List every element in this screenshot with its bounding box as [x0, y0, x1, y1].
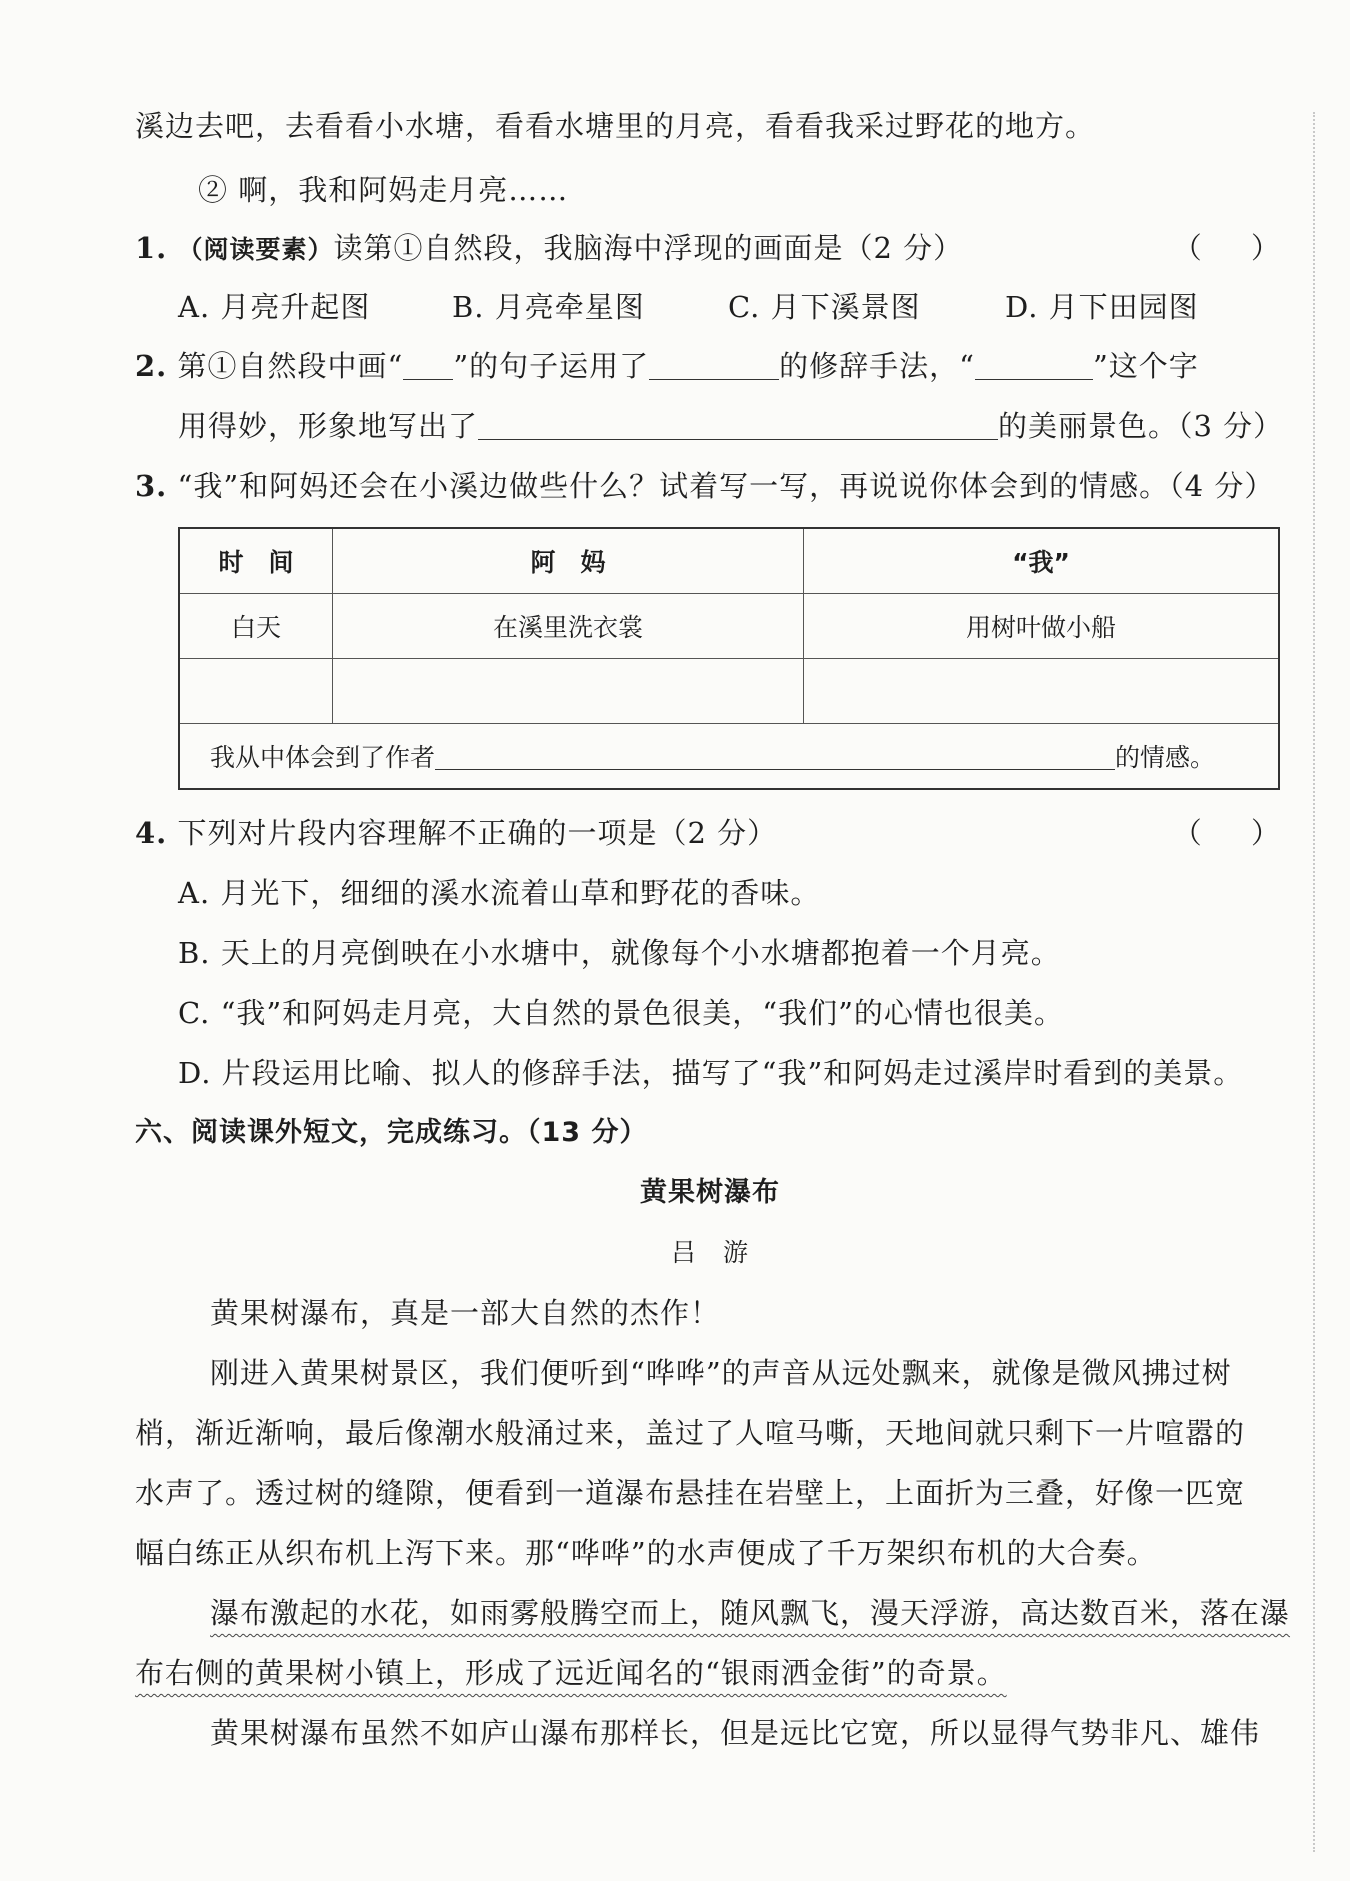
question-text-part: 用得妙，形象地写出了 — [178, 409, 479, 443]
question-number: 1. — [135, 231, 168, 265]
answer-paren[interactable]: （ ） — [1172, 231, 1280, 265]
answer-blank[interactable] — [975, 349, 1093, 380]
passage-line-1: 溪边去吧，去看看小水塘，看看水塘里的月亮，看看我采过野花的地方。 — [135, 109, 1096, 143]
q4-option-a[interactable]: A. 月光下，细细的溪水流着山草和野花的香味。 — [178, 876, 821, 910]
answer-blank[interactable] — [478, 409, 998, 440]
article-paragraph-line-underlined — [210, 1593, 1290, 1633]
q4-option-d[interactable]: D. 片段运用比喻、拟人的修辞手法，描写了“我”和阿妈走过溪岸时看到的美景。 — [178, 1056, 1244, 1090]
question-text: “我”和阿妈还会在小溪边做些什么？试着写一写，再说说你体会到的情感。（4 分） — [177, 469, 1275, 503]
question-3 — [135, 466, 1274, 506]
question-tag: （阅读要素） — [177, 235, 334, 264]
question-number: 4. — [135, 816, 168, 850]
question-number: 2. — [135, 349, 168, 383]
question-2 — [135, 346, 1199, 386]
article-paragraph-line: 黄果树瀑布，真是一部大自然的杰作！ — [210, 1296, 721, 1330]
table-cell-empty[interactable] — [333, 659, 804, 724]
q1-option-c[interactable]: C. 月下溪景图 — [728, 290, 921, 324]
article-author: 吕 游 — [670, 1238, 749, 1267]
question-text: 下列对片段内容理解不正确的一项是（2 分） — [177, 816, 778, 850]
article-paragraph-line: 梢，渐近渐响，最后像潮水般涌过来，盖过了人喧马嘶，天地间就只剩下一片喧嚣的 — [135, 1416, 1246, 1450]
question-2-line-2 — [178, 406, 1283, 446]
table-header-time: 时 间 — [179, 528, 333, 594]
q4-option-c[interactable]: C. “我”和阿妈走月亮，大自然的景色很美，“我们”的心情也很美。 — [178, 996, 1064, 1030]
q4-option-b[interactable]: B. 天上的月亮倒映在小水塘中，就像每个小水塘都抱着一个月亮。 — [178, 936, 1061, 970]
q1-option-a[interactable]: A. 月亮升起图 — [178, 290, 371, 324]
passage-line-2: ② 啊，我和阿妈走月亮…… — [198, 173, 569, 207]
question-text: 读第①自然段，我脑海中浮现的画面是（2 分） — [333, 231, 964, 265]
question-text-part: ”这个字 — [1092, 349, 1199, 383]
question-text-part: 的修辞手法，“ — [779, 349, 975, 383]
answer-blank[interactable] — [403, 349, 453, 380]
table-cell-me: 用树叶做小船 — [804, 594, 1280, 659]
article-paragraph-line: 幅白练正从织布机上泻下来。那“哗哗”的水声便成了千万架织布机的大合奏。 — [135, 1536, 1157, 1570]
answer-blank[interactable] — [649, 349, 779, 380]
wavy-underlined-text: 布右侧的黄果树小镇上，形成了远近闻名的“银雨洒金街”的奇景。 — [135, 1656, 1007, 1690]
wavy-underlined-text: 瀑布激起的水花，如雨雾般腾空而上，随风飘飞，漫天浮游，高达数百米，落在瀑 — [210, 1596, 1291, 1630]
question-number: 3. — [135, 469, 168, 503]
article-paragraph-line: 水声了。透过树的缝隙，便看到一道瀑布悬挂在岩壁上，上面折为三叠，好像一匹宽 — [135, 1476, 1246, 1510]
table-header-mother: 阿 妈 — [333, 528, 804, 594]
question-4 — [135, 813, 777, 853]
activity-table — [178, 527, 1280, 790]
table-cell-empty[interactable] — [804, 659, 1280, 724]
table-cell-mother: 在溪里洗衣裳 — [333, 594, 804, 659]
answer-paren[interactable]: （ ） — [1172, 816, 1280, 850]
q1-option-b[interactable]: B. 月亮牵星图 — [452, 290, 645, 324]
article-paragraph-line: 刚进入黄果树景区，我们便听到“哗哗”的声音从远处飘来，就像是微风拂过树 — [210, 1356, 1232, 1390]
section-heading: 六、阅读课外短文，完成练习。（13 分） — [135, 1117, 648, 1148]
question-text-part: 第①自然段中画“ — [177, 349, 404, 383]
table-footer — [179, 724, 1279, 790]
q1-option-d[interactable]: D. 月下田园图 — [1005, 290, 1199, 324]
answer-blank[interactable] — [435, 745, 1115, 770]
footer-prefix: 我从中体会到了作者 — [210, 743, 436, 772]
question-text-part: 的美丽景色。（3 分） — [998, 409, 1284, 443]
article-paragraph-line: 黄果树瀑布虽然不如庐山瀑布那样长，但是远比它宽，所以显得气势非凡、雄伟 — [210, 1716, 1261, 1750]
article-paragraph-line-underlined — [135, 1653, 1007, 1693]
question-1 — [135, 228, 963, 270]
table-header-me: “我” — [804, 528, 1280, 594]
article-title: 黄果树瀑布 — [640, 1177, 780, 1208]
table-cell-empty[interactable] — [179, 659, 333, 724]
table-cell-time: 白天 — [179, 594, 333, 659]
question-text-part: ”的句子运用了 — [453, 349, 650, 383]
footer-suffix: 的情感。 — [1115, 743, 1216, 772]
